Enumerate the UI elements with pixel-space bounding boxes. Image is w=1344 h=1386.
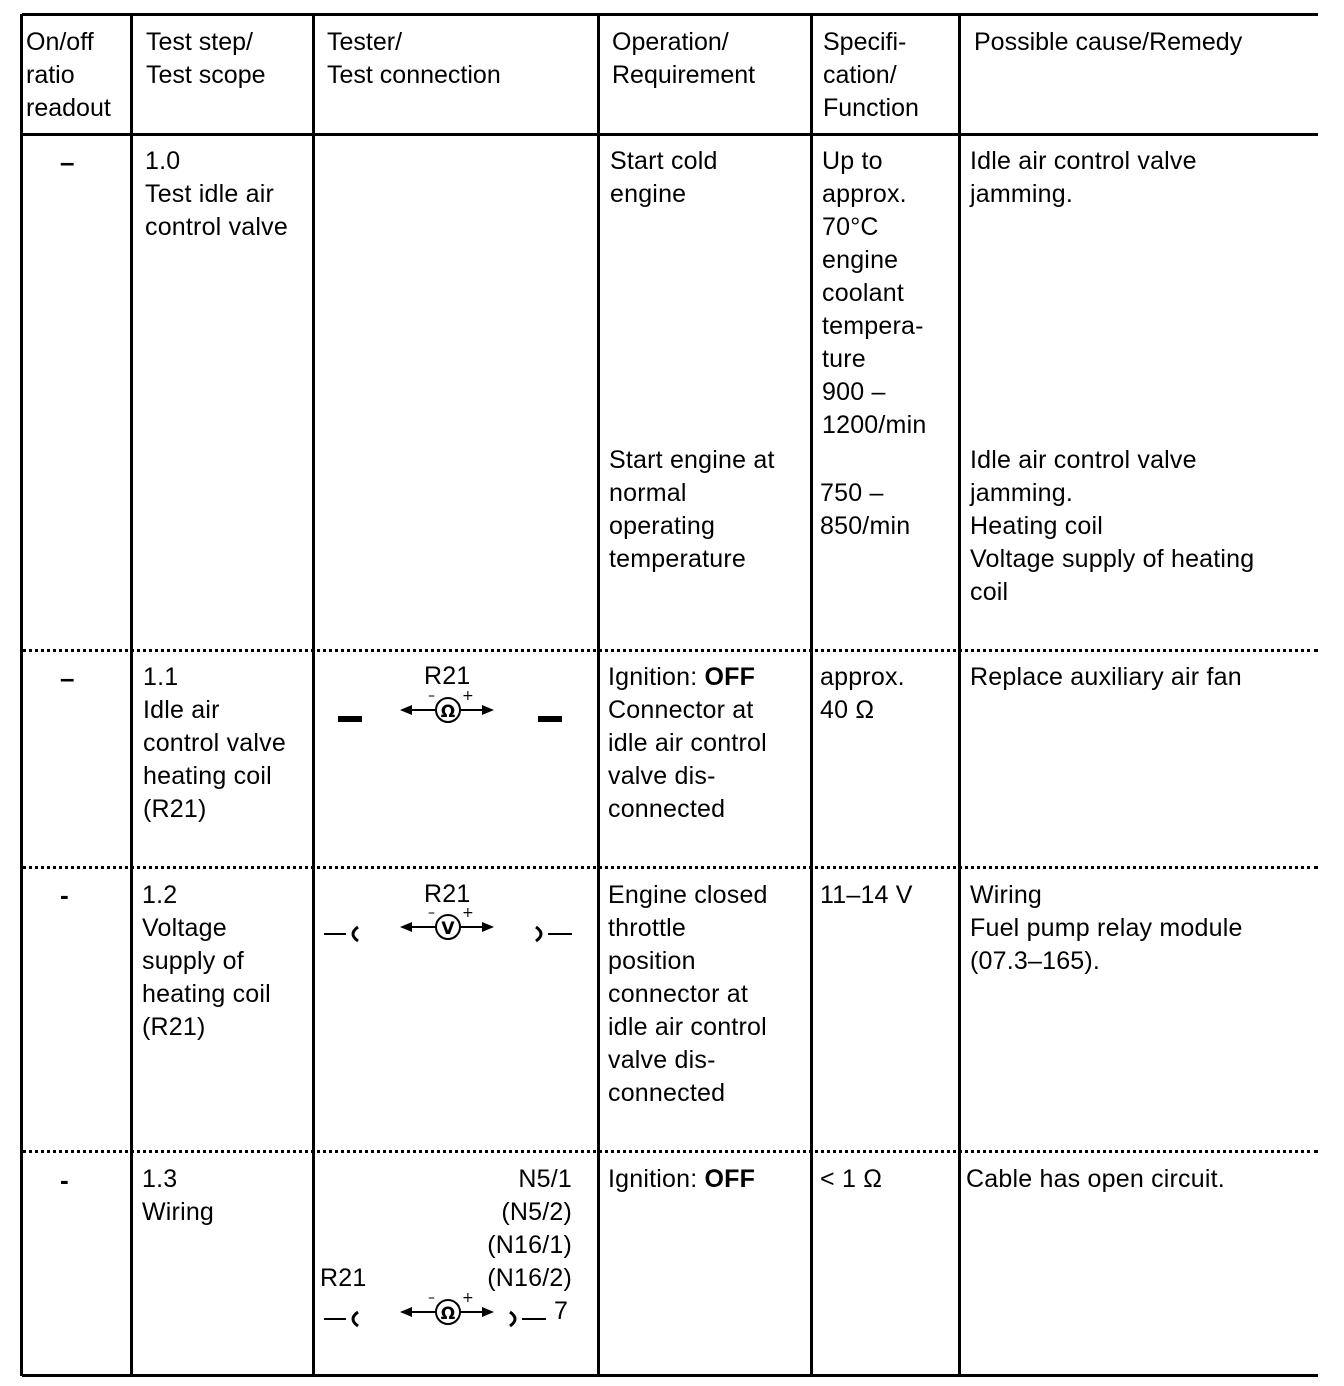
- socket-right-icon: [510, 1312, 515, 1326]
- plus-sign: +: [462, 907, 474, 921]
- column-rule: [597, 14, 600, 1376]
- ignition-label: Ignition:: [608, 1165, 705, 1193]
- volt-symbol: V: [441, 919, 455, 939]
- cause-cold: Idle air control valve jamming.: [970, 147, 1197, 208]
- test-step-1-2: 1.2 Voltage supply of heating coil (R21): [142, 881, 271, 1041]
- socket-left-icon: [353, 927, 358, 941]
- ohmmeter-connection-diagram: [318, 690, 588, 740]
- table-bottom-rule: [22, 1374, 1318, 1377]
- arrow-right-icon: [482, 922, 494, 932]
- spec-warm: 750 – 850/min: [820, 479, 911, 540]
- header-bottom-rule: [22, 133, 1318, 136]
- minus-sign: –: [428, 907, 435, 921]
- plug-left-icon: [338, 716, 362, 722]
- ohmmeter-wiring-diagram: [318, 1292, 588, 1342]
- column-rule: [130, 14, 133, 1376]
- arrow-right-icon: [482, 705, 494, 715]
- arrow-right-icon: [482, 1307, 494, 1317]
- plus-sign: +: [462, 1292, 474, 1306]
- arrow-left-icon: [400, 705, 412, 715]
- operation-1-1-detail: Connector at idle air control valve dis- connected: [608, 696, 767, 823]
- row-separator: [22, 649, 1318, 652]
- plug-right-icon: [538, 716, 562, 722]
- pin-number: 7: [554, 1297, 568, 1325]
- operation-1-2: Engine closed throttle position connector at idle air control valve dis- connected: [608, 881, 768, 1107]
- plus-sign: +: [462, 690, 474, 704]
- spec-1-3: < 1 Ω: [820, 1165, 883, 1193]
- onoff-readout: –: [60, 663, 75, 693]
- operation-cold-start: Start cold engine: [610, 147, 718, 208]
- onoff-readout: -: [60, 880, 69, 910]
- ohm-symbol: Ω: [440, 702, 456, 722]
- cause-1-1: Replace auxiliary air fan: [970, 663, 1242, 691]
- ignition-off: OFF: [704, 1165, 756, 1193]
- onoff-readout: –: [60, 147, 75, 177]
- arrow-left-icon: [400, 1307, 412, 1317]
- socket-left-icon: [353, 1312, 358, 1326]
- ohm-symbol: Ω: [440, 1304, 456, 1324]
- operation-warm-start: Start engine at normal operating temperature: [609, 446, 775, 573]
- ignition-off: OFF: [704, 663, 756, 691]
- tester-label-r21: R21: [424, 880, 471, 908]
- socket-right-icon: [536, 927, 541, 941]
- column-rule: [20, 14, 23, 1376]
- column-rule: [958, 14, 961, 1376]
- tester-connectors: N5/1 (N5/2) (N16/1) (N16/2): [487, 1165, 572, 1292]
- spec-cold: Up to approx. 70°C engine coolant tempera- ture 900 – 1200/min: [822, 147, 927, 439]
- header-onoff-ratio: On/off ratio readout: [26, 28, 111, 122]
- cause-1-3: Cable has open circuit.: [966, 1165, 1225, 1193]
- voltmeter-connection-diagram: [318, 907, 588, 957]
- arrow-left-icon: [400, 922, 412, 932]
- minus-sign: –: [428, 1292, 435, 1306]
- header-possible-cause: Possible cause/Remedy: [974, 28, 1243, 56]
- column-rule: [810, 14, 813, 1376]
- header-specification: Specifi- cation/ Function: [823, 28, 919, 122]
- header-tester: Tester/ Test connection: [327, 28, 501, 89]
- test-step-1-3: 1.3 Wiring: [142, 1165, 215, 1226]
- minus-sign: –: [428, 690, 435, 704]
- column-rule: [312, 14, 315, 1376]
- spec-1-2: 11–14 V: [820, 881, 913, 909]
- onoff-readout: -: [60, 1165, 69, 1195]
- operation-1-1: [608, 661, 755, 694]
- cause-warm: Idle air control valve jamming. Heating coil Voltage supply of heating coil: [970, 446, 1255, 606]
- row-separator: [22, 866, 1318, 869]
- test-step-1-0: 1.0 Test idle air control valve: [145, 147, 288, 241]
- header-operation: Operation/ Requirement: [612, 28, 756, 89]
- spec-1-1: approx. 40 Ω: [820, 663, 905, 724]
- row-separator: [22, 1150, 1318, 1153]
- cause-1-2: Wiring Fuel pump relay module (07.3–165).: [970, 881, 1243, 975]
- operation-1-3: [608, 1163, 755, 1196]
- tester-label-r21: R21: [424, 662, 471, 690]
- header-test-step: Test step/ Test scope: [146, 28, 266, 89]
- test-step-1-1: 1.1 Idle air control valve heating coil (R21): [143, 663, 286, 823]
- table-top-rule: [22, 13, 1318, 16]
- tester-label-r21: R21: [320, 1264, 367, 1292]
- ignition-label: Ignition:: [608, 663, 705, 691]
